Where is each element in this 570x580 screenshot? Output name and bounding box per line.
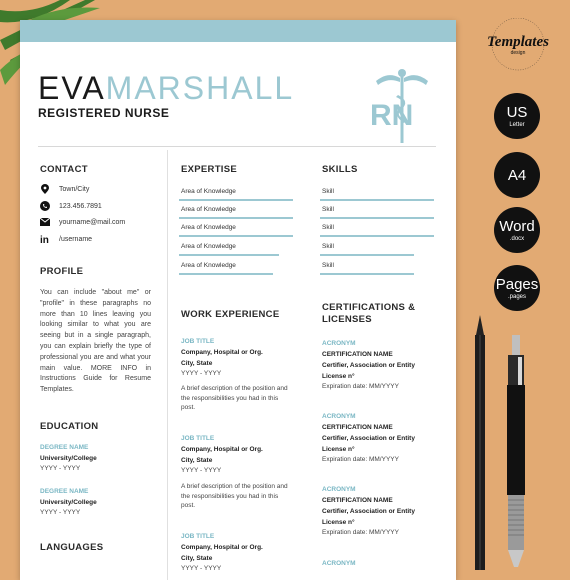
certifications-heading: CERTIFICATIONS & (322, 302, 416, 313)
job-company: Company, Hospital or Org. (181, 446, 263, 453)
job-title: JOB TITLE (181, 338, 215, 345)
cert-license: License n° (322, 446, 355, 453)
cert-license: License n° (322, 519, 355, 526)
skill-item: Skill (322, 243, 334, 250)
badge-sublabel: Letter (509, 121, 525, 128)
resume-job-title: REGISTERED NURSE (38, 106, 170, 120)
job-company: Company, Hospital or Org. (181, 349, 263, 356)
skill-item: Skill (322, 188, 334, 195)
education-heading: EDUCATION (40, 421, 99, 432)
skills-heading: SKILLS (322, 164, 358, 175)
cert-acronym: ACRONYM (322, 560, 356, 567)
job-city: City, State (181, 555, 213, 562)
skill-bar (320, 235, 434, 237)
templates-logo (478, 18, 558, 78)
degree-name: DEGREE NAME (40, 444, 89, 451)
cert-name: CERTIFICATION NAME (322, 424, 393, 431)
badge-pages (494, 265, 540, 311)
envelope-icon (40, 217, 50, 227)
contact-phone-text: 123.456.7891 (59, 202, 102, 210)
mechanical-pencil-decoration (498, 335, 534, 570)
expertise-bar (179, 273, 273, 275)
job-years: YYYY - YYYY (181, 565, 222, 572)
expertise-bar (179, 217, 293, 219)
cert-expiration: Expiration date: MM/YYYY (322, 456, 399, 463)
certifications-heading-line2: LICENSES (322, 314, 372, 325)
job-city: City, State (181, 457, 213, 464)
cert-issuer: Certifier, Association or Entity (322, 508, 415, 515)
job-title: JOB TITLE (181, 533, 215, 540)
job-title: JOB TITLE (181, 435, 215, 442)
header-divider (38, 146, 436, 147)
expertise-item: Area of Knowledge (181, 243, 236, 250)
contact-linkedin (40, 234, 92, 244)
resume-top-bar (20, 20, 456, 42)
skill-item: Skill (322, 224, 334, 231)
languages-heading: LANGUAGES (40, 542, 104, 553)
badge-label: US (506, 103, 528, 121)
badge-label: A4 (507, 166, 527, 184)
contact-email (40, 217, 125, 227)
skill-item: Skill (322, 206, 334, 213)
job-years: YYYY - YYYY (181, 370, 222, 377)
contact-phone (40, 201, 102, 211)
education-years: YYYY - YYYY (40, 509, 81, 516)
cert-issuer: Certifier, Association or Entity (322, 435, 415, 442)
logo-subtext: design (510, 50, 526, 56)
cert-acronym: ACRONYM (322, 340, 356, 347)
contact-location (40, 184, 89, 194)
badge-label: Word (499, 217, 535, 235)
expertise-item: Area of Knowledge (181, 206, 236, 213)
contact-email-text: yourname@mail.com (59, 218, 126, 226)
location-pin-icon (40, 184, 50, 194)
cert-license: License n° (322, 373, 355, 380)
column-divider-left (167, 150, 168, 580)
skill-item: Skill (322, 262, 334, 269)
expertise-bar (179, 199, 293, 201)
badge-sublabel: .pages (507, 293, 526, 300)
school-name: University/College (40, 499, 97, 506)
resume-page (20, 20, 456, 580)
badge-a4 (494, 152, 540, 198)
expertise-heading: EXPERTISE (181, 164, 238, 175)
expertise-item: Area of Knowledge (181, 224, 236, 231)
job-city: City, State (181, 360, 213, 367)
contact-heading: CONTACT (40, 164, 88, 175)
job-description: A brief description of the position and the responsibilities you had in this post. (181, 483, 288, 509)
contact-linkedin-text: /username (59, 235, 93, 243)
skill-bar (320, 254, 414, 256)
linkedin-icon (40, 234, 50, 244)
resume-name (38, 70, 294, 107)
expertise-item: Area of Knowledge (181, 262, 236, 269)
cert-issuer: Certifier, Association or Entity (322, 362, 415, 369)
badge-label: Pages (495, 275, 539, 293)
work-heading: WORK EXPERIENCE (181, 309, 280, 320)
last-name: MARSHALL (105, 70, 295, 106)
logo-text: Templates (487, 34, 549, 50)
first-name: EVA (38, 70, 106, 106)
pencil-decoration (470, 315, 490, 570)
expertise-item: Area of Knowledge (181, 188, 236, 195)
profile-heading: PROFILE (40, 266, 84, 277)
education-years: YYYY - YYYY (40, 465, 81, 472)
job-description: A brief description of the position and the responsibilities you had in this post. (181, 385, 288, 411)
expertise-bar (179, 254, 279, 256)
expertise-bar (179, 235, 293, 237)
cert-acronym: ACRONYM (322, 413, 356, 420)
phone-icon (40, 201, 50, 211)
cert-expiration: Expiration date: MM/YYYY (322, 529, 399, 536)
monogram-text: RN (370, 99, 414, 132)
job-years: YYYY - YYYY (181, 467, 222, 474)
skill-bar (320, 199, 434, 201)
badge-word (494, 207, 540, 253)
degree-name: DEGREE NAME (40, 488, 89, 495)
cert-name: CERTIFICATION NAME (322, 351, 393, 358)
cert-acronym: ACRONYM (322, 486, 356, 493)
badge-us-letter (494, 93, 540, 139)
cert-expiration: Expiration date: MM/YYYY (322, 383, 399, 390)
cert-name: CERTIFICATION NAME (322, 497, 393, 504)
svg-text:in: in (40, 235, 49, 244)
caduceus-monogram-icon (370, 65, 434, 145)
school-name: University/College (40, 455, 97, 462)
skill-bar (320, 217, 434, 219)
profile-text: You can include "about me" or "profile" in these paragraphs no more than 10 lines leaving you looking similar to what you are seeing but in a single paragraph, you can explain briefly the type of professional you are and what your main value. MORE INFO in Instructions Guide for Resume Templates. (40, 289, 151, 394)
badge-sublabel: .docx (509, 235, 525, 242)
skill-bar (320, 273, 414, 275)
contact-location-text: Town/City (59, 185, 90, 193)
job-company: Company, Hospital or Org. (181, 544, 263, 551)
